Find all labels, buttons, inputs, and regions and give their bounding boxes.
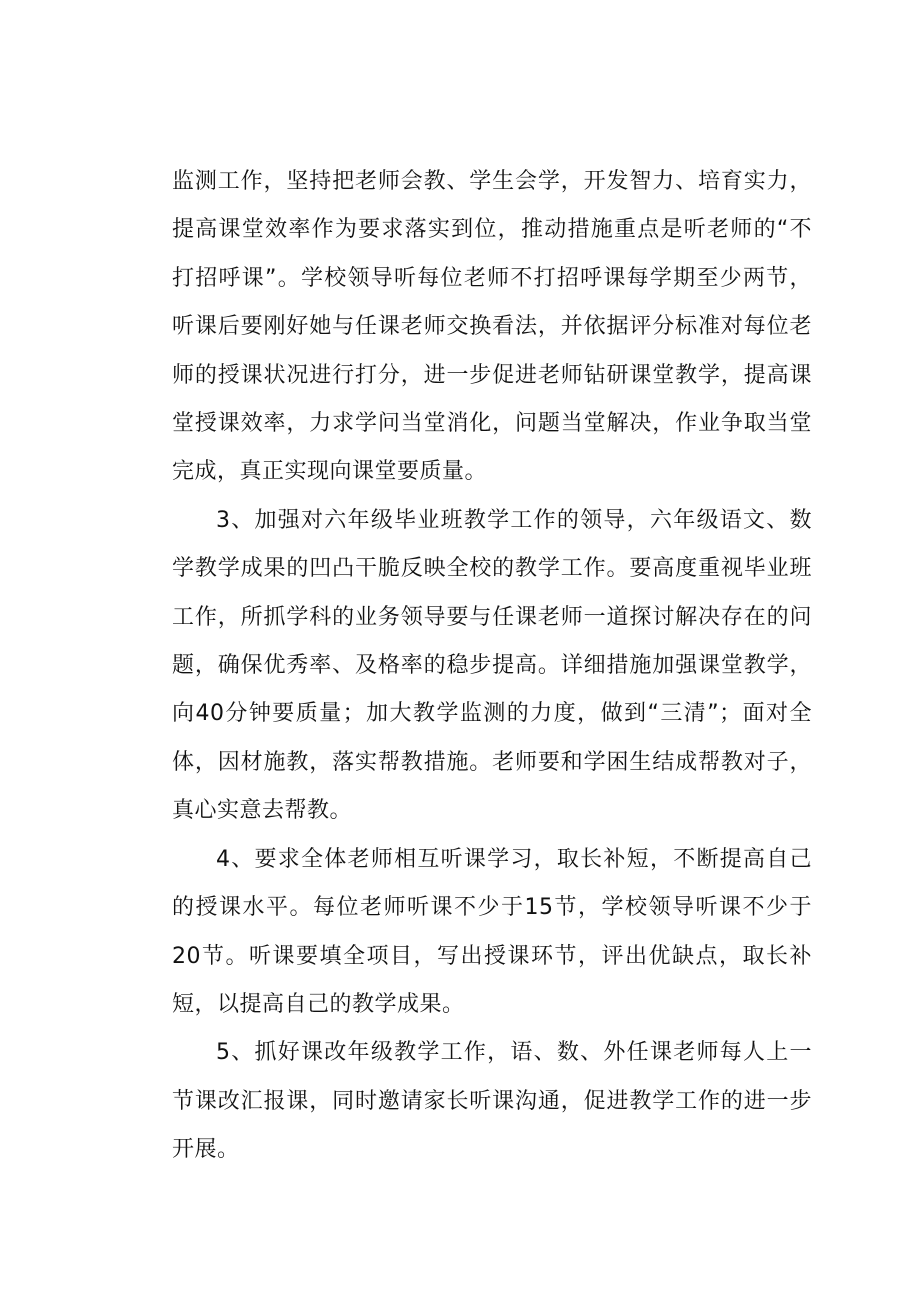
paragraph-item-5: 5、抓好课改年级教学工作，语、数、外任课老师每人上一节课改汇报课，同时邀请家长听课沟通，促进教学工作的进一步开展。 — [172, 1040, 812, 1163]
paragraph-item-4: 4、要求全体老师相互听课学习，取长补短，不断提高自己的授课水平。每位老师听课不少于15节，学校领导听课不少于20节。听课要填全项目，写出授课环节，评出优缺点，取长补短，以提高自己的教学成果。 — [172, 846, 812, 1017]
paragraph-item-3: 3、加强对六年级毕业班教学工作的领导，六年级语文、数学教学成果的凹凸干脆反映全校的教学工作。要高度重视毕业班工作，所抓学科的业务领导要与任课老师一道探讨解决存在的问题，确保优秀率、及格率的稳步提高。详细措施加强课堂教学，向40分钟要质量；加大教学监测的力度，做到“三清”；面对全体，因材施教，落实帮教措施。老师要和学困生结成帮教对子，真心实意去帮教。 — [172, 507, 812, 824]
document-body — [172, 158, 812, 1175]
paragraph-continued: 监测工作，坚持把老师会教、学生会学，开发智力、培育实力，提高课堂效率作为要求落实到位，推动措施重点是听老师的“不打招呼课”。学校领导听每位老师不打招呼课每学期至少两节，听课后要刚好她与任课老师交换看法，并依据评分标准对每位老师的授课状况进行打分，进一步促进老师钻研课堂教学，提高课堂授课效率，力求学问当堂消化，问题当堂解决，作业争取当堂完成，真正实现向课堂要质量。 — [172, 169, 812, 485]
